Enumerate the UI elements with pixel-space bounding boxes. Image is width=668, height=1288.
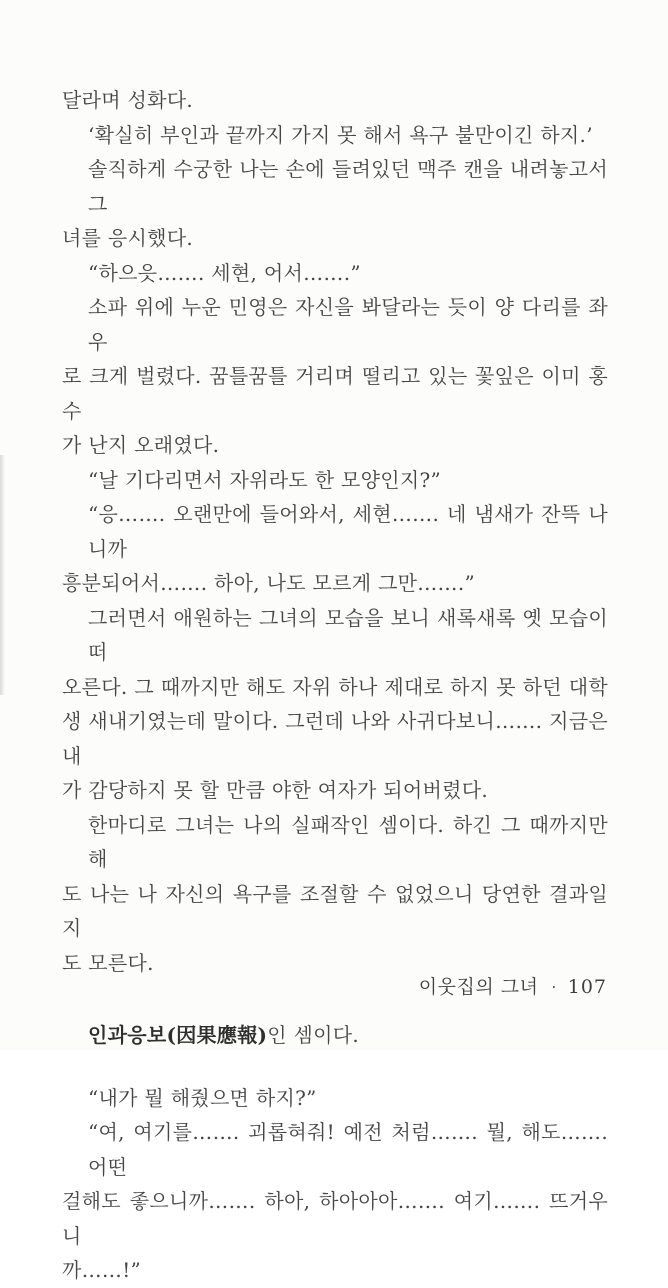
text-line (62, 566, 608, 601)
text-run: 가 감당하지 못 할 만큼 야한 여자가 되어버렸다. (62, 778, 489, 802)
text-run: 인 셈이다. (267, 1023, 360, 1047)
text-line (62, 773, 608, 808)
text-run: 그러면서 애원하는 그녀의 모습을 보니 새록새록 옛 모습이 떠 (88, 605, 608, 664)
text-line (62, 83, 608, 118)
text-run: 오른다. 그 때까지만 해도 자위 하나 제대로 하지 못 하던 대학 (62, 674, 608, 699)
text-run: 달라며 성화다. (62, 88, 194, 112)
footer-separator-dot: · (551, 978, 557, 996)
text-run: 로 크게 벌렸다. 꿈틀꿈틀 거리며 떨리고 있는 꽃잎은 이미 홍수 (62, 364, 608, 423)
text-run: 녀를 응시했다. (62, 226, 194, 250)
text-line (62, 1184, 608, 1253)
text-line (62, 704, 608, 773)
text-run: 소파 위에 누운 민영은 자신을 봐달라는 듯이 양 다리를 좌우 (88, 295, 608, 354)
text-run: “날 기다리면서 자위라도 한 모양인지?” (88, 467, 442, 492)
text-run: “여, 여기를……. 괴롭혀줘! 예전 처럼……. 뭘, 해도……. 어떤 (88, 1120, 608, 1179)
text-line (62, 1081, 608, 1116)
text-run: 흥분되어서……. 하아, 나도 모르게 그만…….” (62, 571, 476, 595)
text-line (62, 1018, 608, 1053)
text-run: 솔직하게 수궁한 나는 손에 들려있던 맥주 캔을 내려놓고서 그 (88, 157, 608, 216)
text-line (62, 1115, 608, 1184)
text-run: 까……!” (62, 1258, 142, 1282)
text-run: 도 나는 나 자신의 욕구를 조절할 수 없었으니 당연한 결과일지 (62, 881, 608, 940)
scan-edge-shadow (0, 455, 5, 695)
text-run: 가 난지 오래였다. (62, 433, 220, 457)
text-line (62, 601, 608, 670)
text-line (62, 497, 608, 566)
text-line (62, 670, 608, 705)
text-line (62, 152, 608, 221)
text-run: “하으읏……. 세현, 어서…….” (88, 260, 361, 285)
text-line (62, 359, 608, 428)
page-text (62, 83, 608, 1288)
text-run: 생 새내기였는데 말이다. 그런데 나와 사귀다보니……. 지금은 내 (62, 709, 608, 768)
text-run: ‘확실히 부인과 끝까지 가지 못 해서 욕구 불만이긴 하지.’ (88, 122, 593, 147)
text-line (62, 463, 608, 498)
text-line (62, 1253, 608, 1288)
text-line (62, 290, 608, 359)
text-line (62, 428, 608, 463)
text-line (62, 877, 608, 946)
text-run: 도 모른다. (62, 950, 154, 975)
page-footer (419, 972, 607, 999)
text-line (62, 221, 608, 256)
footer-page-number: 107 (567, 976, 607, 998)
text-run: 걸해도 좋으니까……. 하아, 하아아아……. 여기……. 뜨거우니 (62, 1189, 608, 1248)
text-run: “응……. 오랜만에 들어와서, 세현……. 네 냄새가 잔뜩 나니까 (88, 502, 608, 561)
text-line (62, 256, 608, 291)
footer-book-title: 이웃집의 그녀 (418, 976, 539, 998)
text-line (62, 118, 608, 153)
text-run: 한마디로 그녀는 나의 실패작인 셈이다. 하긴 그 때까지만 해 (88, 812, 608, 871)
text-line (62, 808, 608, 877)
text-run: “내가 뭘 해줬으면 하지?” (88, 1085, 317, 1110)
bold-emphasis: 인과응보(因果應報) (88, 1023, 268, 1047)
